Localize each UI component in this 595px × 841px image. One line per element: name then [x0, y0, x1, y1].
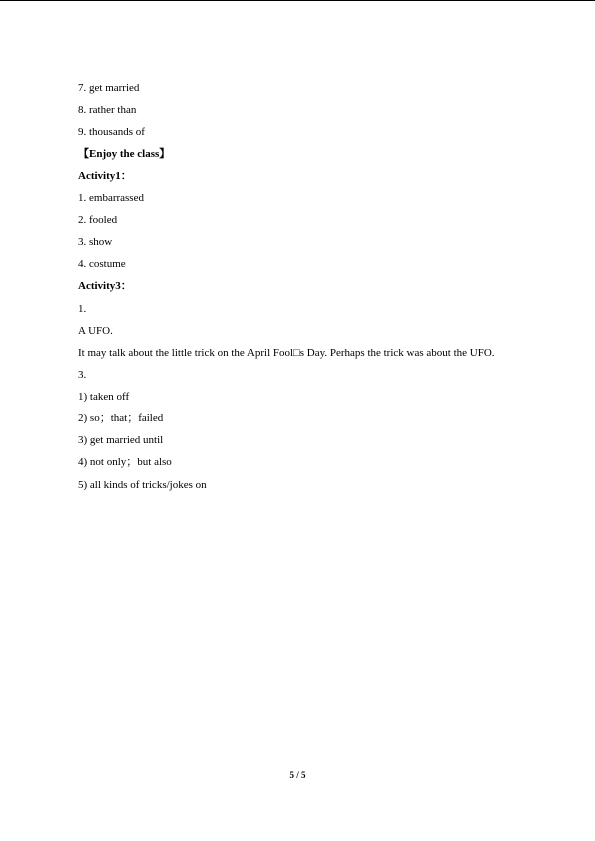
activity1-item-1: 1. embarrassed [78, 192, 144, 204]
vocab-item-9: 9. thousands of [78, 126, 145, 138]
vocab-item-8: 8. rather than [78, 104, 137, 116]
section-heading: 【Enjoy the class】 [78, 148, 171, 160]
activity1-item-4: 4. costume [78, 258, 126, 270]
activity3-question-1: 1. [78, 303, 87, 315]
activity3-item-2: 2) so；that；failed [78, 412, 164, 424]
page-number: 5 / 5 [289, 770, 306, 780]
activity3-item-3: 3) get married until [78, 434, 164, 446]
activity3-answer-1-explanation: It may talk about the little trick on the April Fool□s Day. Perhaps the trick was about the UFO. [78, 347, 495, 359]
activity3-question-3: 3. [78, 369, 87, 381]
activity1-heading: Activity1： [78, 170, 132, 182]
activity3-answer-1: A UFO. [78, 325, 113, 337]
activity3-item-4: 4) not only；but also [78, 456, 172, 468]
activity3-item-1: 1) taken off [78, 391, 130, 403]
activity1-item-2: 2. fooled [78, 214, 118, 226]
page-top-border [0, 0, 595, 1]
activity3-item-5: 5) all kinds of tricks/jokes on [78, 479, 207, 491]
activity1-item-3: 3. show [78, 236, 113, 248]
vocab-item-7: 7. get married [78, 82, 140, 94]
activity3-heading: Activity3： [78, 280, 132, 292]
